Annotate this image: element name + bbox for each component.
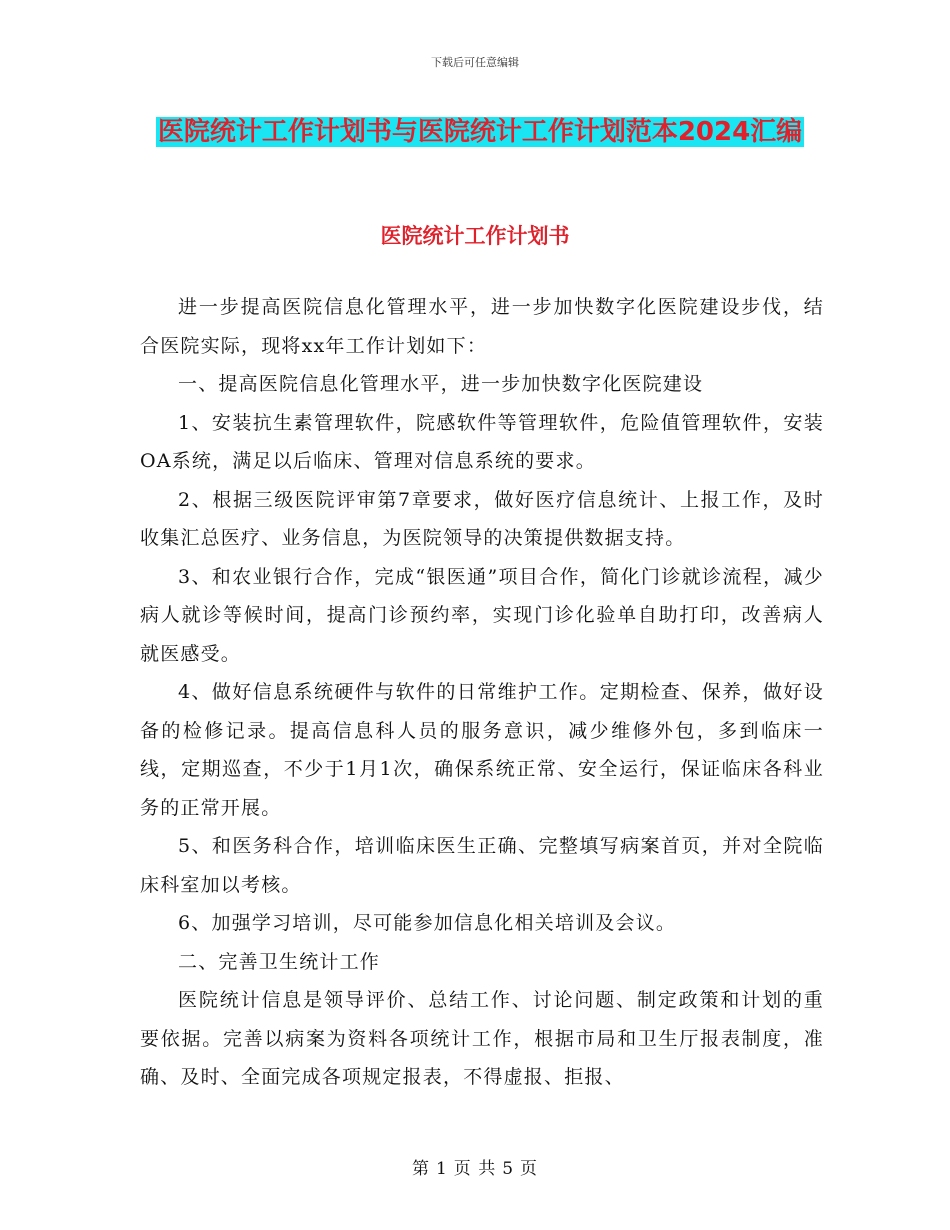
paragraph-heading-2: 二、完善卫生统计工作 <box>178 950 381 973</box>
document-title <box>140 110 820 154</box>
header-note: 下载后可任意编辑 <box>431 56 519 69</box>
paragraph-intro: 进一步提高医院信息化管理水平，进一步加快数字化医院建设步伐，结合医院实际，现将xx年工作计划如下： <box>140 296 824 357</box>
document-title-text: 医院统计工作计划书与医院统计工作计划范本2024汇编 <box>157 117 803 147</box>
page-number: 1 <box>435 1159 448 1179</box>
document-body <box>140 288 824 1097</box>
section-title: 医院统计工作计划书 <box>380 224 570 248</box>
footer-prefix: 第 <box>411 1159 430 1179</box>
page-footer <box>0 1154 950 1179</box>
paragraph-heading-1: 一、提高医院信息化管理水平，进一步加快数字化医院建设 <box>178 373 704 395</box>
page-total: 5 <box>502 1159 515 1179</box>
paragraph-item-4: 4、做好信息系统硬件与软件的日常维护工作。定期检查、保养，做好设备的检修记录。提高信息科人员的服务意识，减少维修外包，多到临床一线，定期巡查，不少于1月1次，确保系统正常、安全运行，保证临床各科业务的正常开展。 <box>140 681 824 819</box>
paragraph-item-6: 6、加强学习培训，尽可能参加信息化相关培训及会议。 <box>178 912 677 934</box>
paragraph-item-2: 2、根据三级医院评审第7章要求，做好医疗信息统计、上报工作，及时收集汇总医疗、业务信息，为医院领导的决策提供数据支持。 <box>140 488 824 549</box>
paragraph-item-5: 5、和医务科合作，培训临床医生正确、完整填写病案首页，并对全院临床科室加以考核。 <box>140 835 824 896</box>
footer-middle: 页 共 <box>453 1159 497 1179</box>
paragraph-statistics: 医院统计信息是领导评价、总结工作、讨论问题、制定政策和计划的重要依据。完善以病案为资料各项统计工作，根据市局和卫生厅报表制度，准确、及时、全面完成各项规定报表，不得虚报、拒报、 <box>140 989 824 1088</box>
paragraph-item-1: 1、安装抗生素管理软件，院感软件等管理软件，危险值管理软件，安装OA系统，满足以后临床、管理对信息系统的要求。 <box>140 411 824 472</box>
paragraph-item-3: 3、和农业银行合作，完成“银医通”项目合作，简化门诊就诊流程，减少病人就诊等候时间，提高门诊预约率，实现门诊化验单自助打印，改善病人就医感受。 <box>140 565 824 665</box>
footer-suffix: 页 <box>520 1159 539 1179</box>
